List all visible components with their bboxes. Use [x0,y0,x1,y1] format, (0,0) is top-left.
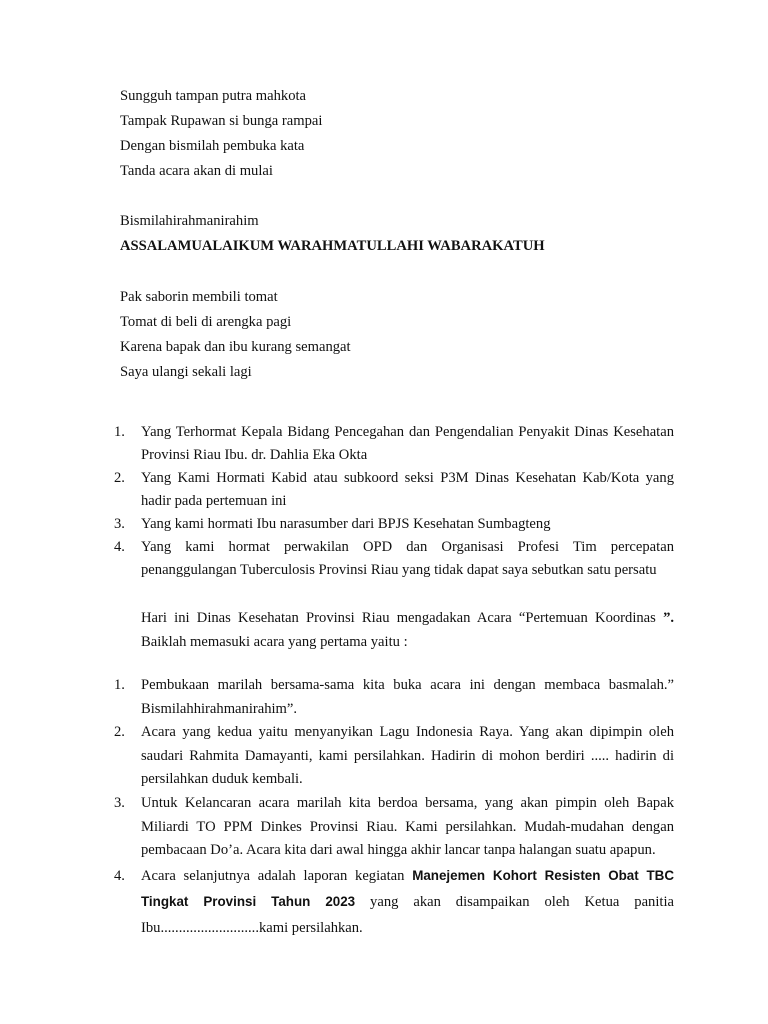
list-item [106,421,674,467]
list-item [106,674,674,721]
pantun-line: Tanda acara akan di mulai [120,163,273,179]
list-text: Yang kami hormat perwakilan OPD dan Organisasi Profesi Tim percepatan penanggulangan Tuberculosis Provinsi Riau yang tidak dapat saya sebutkan satu persatu [141,539,674,578]
honorifics-list [106,421,674,582]
list-number: 1. [114,677,125,693]
list-text: Yang kami hormati Ibu narasumber dari BPJS Kesehatan Sumbagteng [141,516,551,532]
list-number: 2. [114,724,125,741]
pantun-line: Tomat di beli di arengka pagi [120,314,292,330]
list-text: Yang Terhormat Kepala Bidang Pencegahan dan Pengendalian Penyakit Dinas Kesehatan Provinsi Riau Ibu. dr. Dahlia Eka Okta [141,424,674,463]
intro-text: Hari ini Dinas Kesehatan Provinsi Riau mengadakan Acara “Pertemuan Koordinas [141,610,656,626]
greeting-block [120,209,680,259]
opening-pantun [120,84,680,184]
list-text: Yang Kami Hormati Kabid atau subkoord seksi P3M Dinas Kesehatan Kab/Kota yang hadir pada pertemuan ini [141,470,674,509]
list-text: Acara yang kedua yaitu menyanyikan Lagu Indonesia Raya. Yang akan dipimpin oleh saudari Rahmita Damayanti, kami persilahkan. Hadirin di mohon berdiri ..... hadirin di persilahkan duduk kembali. [141,724,674,788]
intro-paragraph [141,607,674,655]
pantun-line: Dengan bismilah pembuka kata [120,138,305,154]
list-item [106,721,674,792]
list-number: 4. [114,867,125,884]
list-text-bold: Manejemen Kohort Resisten Obat TBC Tingkat Provinsi Tahun 2023 [141,867,675,909]
list-item [106,792,674,863]
pantun-line: Sungguh tampan putra mahkota [120,88,307,104]
agenda-list [106,674,674,941]
list-item [106,863,674,941]
list-item [106,467,674,513]
pantun-line: Pak saborin membili tomat [120,289,278,305]
second-pantun [120,285,680,385]
bismillah-line: Bismilahirahmanirahim [120,213,259,229]
list-number: 3. [114,516,125,532]
intro-line-2: Baiklah memasuki acara yang pertama yaitu : [141,634,408,650]
intro-quote-end: ”. [655,610,675,626]
intro-line [141,607,674,630]
list-text: Pembukaan marilah bersama-sama kita buka acara ini dengan membaca basmalah.” Bismilahhirahmanirahim”. [141,677,674,717]
list-number: 2. [114,470,125,486]
list-text: yang akan disampaikan oleh Ketua panitia Ibu...........................kami persilahkan. [141,893,674,936]
list-text: Acara selanjutnya adalah laporan kegiatan [141,867,413,884]
list-item [106,536,674,582]
pantun-line: Karena bapak dan ibu kurang semangat [120,339,351,355]
list-number: 4. [114,539,125,555]
list-item [106,513,674,536]
list-number: 3. [114,794,125,811]
pantun-line: Saya ulangi sekali lagi [120,364,252,380]
list-text: Untuk Kelancaran acara marilah kita berdoa bersama, yang akan pimpin oleh Bapak Miliardi TO PPM Dinkes Provinsi Riau. Kami persilahkan. Mudah-mudahan dengan pembacaan Do’a. Acara kita dari awal hingga akhir lancar tanpa halangan suatu apapun. [141,794,674,859]
pantun-line: Tampak Rupawan si bunga rampai [120,113,323,129]
list-number: 1. [114,424,125,440]
salam-line: ASSALAMUALAIKUM WARAHMATULLAHI WABARAKATUH [120,238,545,254]
